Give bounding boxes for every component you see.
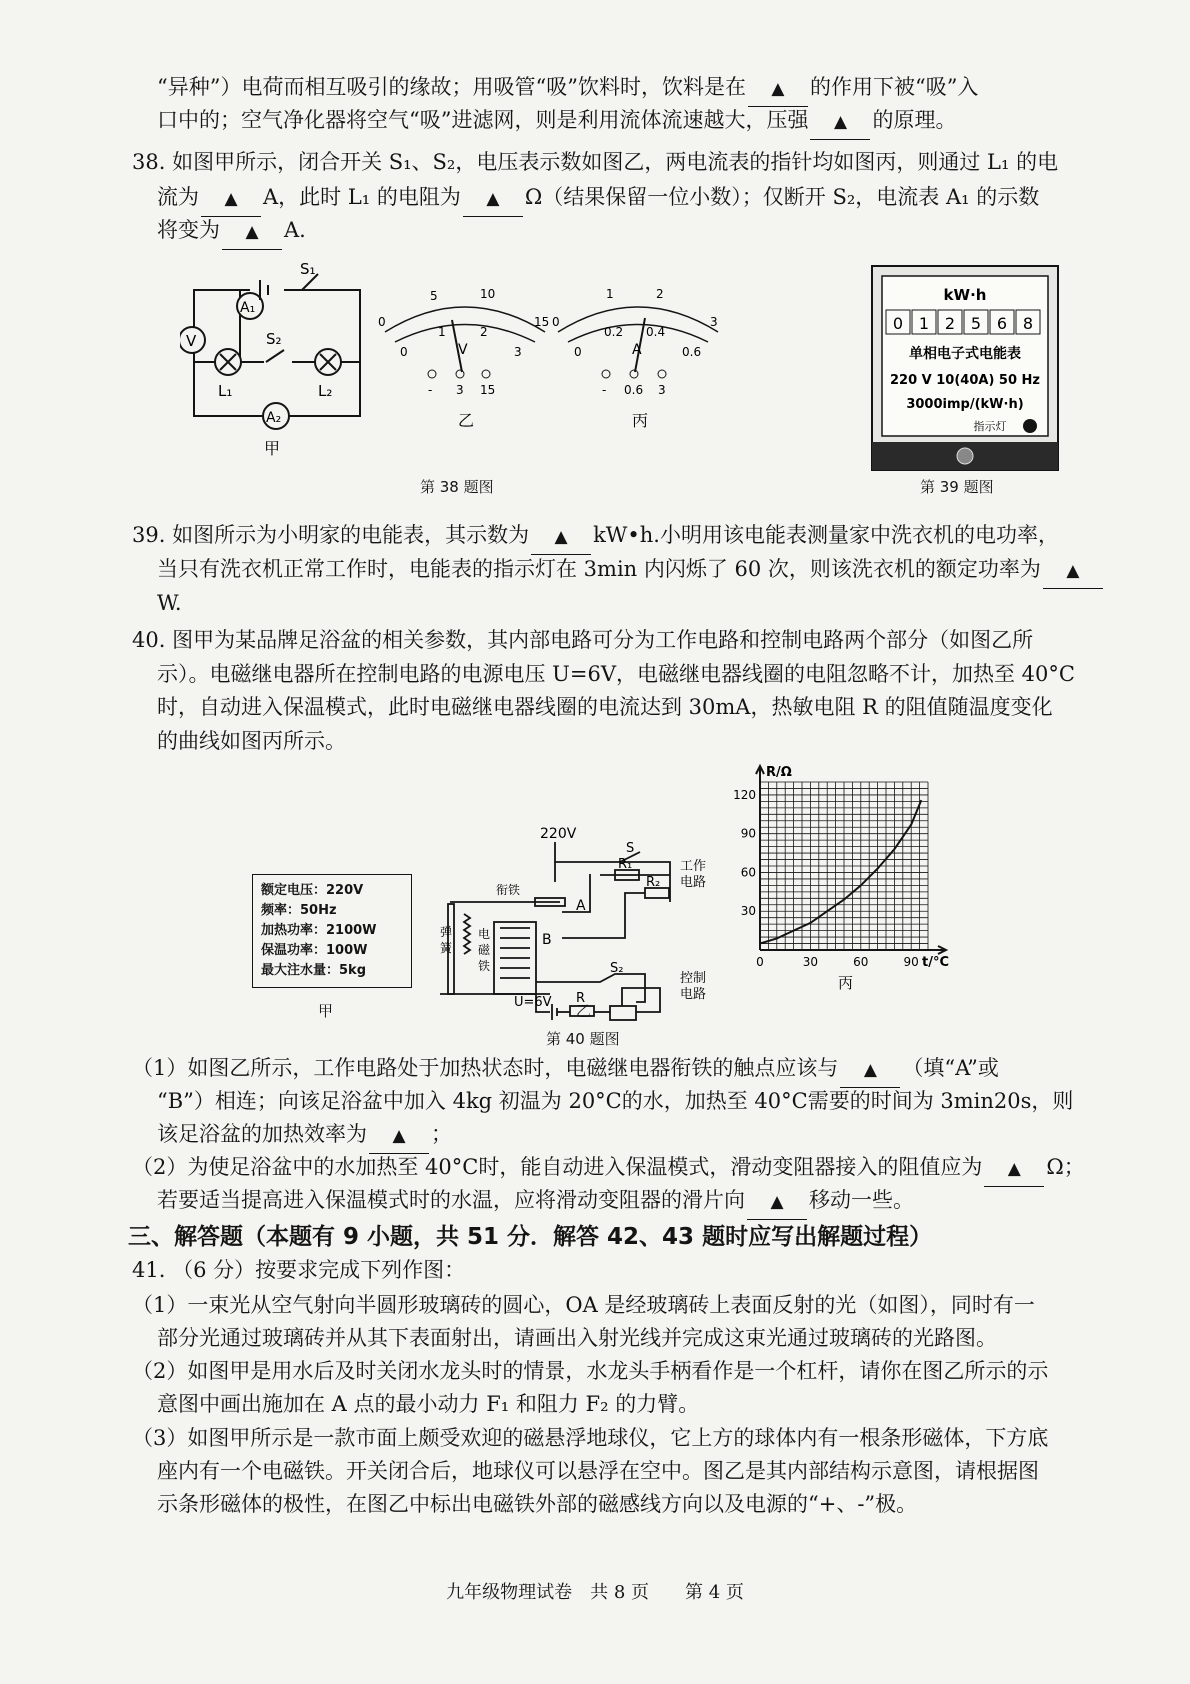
label-electromagnet: 铁 (478, 959, 491, 973)
param-row: 最大注水量：5kg (261, 963, 366, 978)
meter-spec: 3000imp/(kW·h) (906, 397, 1024, 412)
answer-blank[interactable] (531, 518, 591, 555)
label-yi: 乙 (458, 411, 475, 430)
meter-digit: 2 (944, 314, 956, 333)
label-jia: 甲 (318, 1002, 334, 1020)
y-axis-label: R/Ω (766, 765, 792, 780)
x-tick-label: 30 (802, 955, 819, 969)
label-contact-a: A (576, 898, 586, 914)
v-scale-top: 0 (378, 315, 386, 329)
label-electromagnet: 磁 (478, 943, 491, 957)
label-bing: 丙 (838, 974, 854, 992)
label-work-circuit: 工作 (680, 859, 707, 874)
x-axis-label: t/°C (922, 955, 950, 970)
text-line: 示）。电磁继电器所在控制电路的电源电压 U=6V，电磁继电器线圈的电阻忽略不计，加热至 40°C (157, 662, 1075, 686)
label-spring: 簧 (440, 941, 453, 955)
a-scale-top: 1 (606, 287, 614, 301)
label-armature: 衔铁 (496, 883, 521, 897)
resistance-temperature-chart (730, 760, 970, 1020)
answer-blank[interactable] (222, 213, 282, 250)
v-terminal: 15 (480, 383, 496, 397)
figure-38 (180, 262, 780, 472)
answer-blank[interactable] (748, 70, 808, 107)
text-line: “异种”）电荷而相互吸引的缘故；用吸管“吸”饮料时，饮料是在▲ 的作用下被“吸”入 (157, 70, 978, 107)
param-row: 额定电压：220V (261, 883, 364, 898)
voltmeter-label: V (186, 332, 197, 350)
label-r1: R₁ (618, 857, 633, 872)
label-jia: 甲 (264, 439, 281, 458)
text-line: 部分光通过玻璃砖并从其下表面射出，请画出入射光线并完成这束光通过玻璃砖的光路图。 (157, 1326, 997, 1350)
label-voltage: U=6V (514, 995, 552, 1010)
label-electromagnet: 电 (478, 927, 491, 941)
figure-40-caption: 第 40 题图 (546, 1030, 620, 1048)
chart-grid (760, 782, 928, 950)
meter-digit: 6 (996, 314, 1008, 333)
meter-digit: 1 (918, 314, 930, 333)
answer-blank[interactable] (201, 180, 261, 217)
meter-name: 单相电子式电能表 (909, 346, 1021, 362)
text-line: 将变为▲ A. (157, 213, 306, 250)
a-terminal: 0.6 (624, 383, 644, 397)
label-s: S (626, 841, 635, 856)
y-tick-label: 30 (740, 904, 756, 919)
label-r: R (576, 991, 586, 1006)
figure-38-caption: 第 38 题图 (420, 478, 494, 496)
label-s1: S₁ (300, 262, 316, 278)
ammeter-letter: A (632, 342, 642, 358)
label-control-circuit: 控制 (680, 971, 707, 986)
label-s2: S₂ (266, 330, 282, 348)
text-line: 流为▲ A，此时 L₁ 的电阻为▲ Ω（结果保留一位小数）；仅断开 S₂，电流表 A₁ 的示数 (157, 180, 1039, 217)
indicator-light-icon (1023, 419, 1037, 433)
meter-unit: kW·h (943, 286, 987, 304)
ammeter-a2-label: A₂ (266, 410, 282, 426)
section-heading: 三、解答题（本题有 9 小题，共 51 分．解答 42、43 题时应写出解题过程） (128, 1224, 933, 1250)
v-scale-bottom: 3 (514, 345, 522, 359)
answer-blank[interactable] (1043, 552, 1103, 589)
v-scale-top: 5 (430, 289, 438, 303)
text-line: 的曲线如图丙所示。 (157, 729, 346, 753)
question-41-part2: （2）如图甲是用水后及时关闭水龙头时的情景，水龙头手柄看作是一个杠杆，请你在图乙所示的示 (132, 1359, 1049, 1383)
question-41-part3: （3）如图甲所示是一款市面上颇受欢迎的磁悬浮地球仪，它上方的球体内有一根条形磁体，下方底 (132, 1426, 1049, 1450)
meter-digit: 0 (892, 314, 904, 333)
answer-blank[interactable] (810, 103, 870, 140)
v-scale-bottom: 0 (400, 345, 408, 359)
text-line: 示条形磁体的极性，在图乙中标出电磁铁外部的磁感线方向以及电源的“+、-”极。 (157, 1492, 918, 1516)
page-footer: 九年级物理试卷 共 8 页 第 4 页 (446, 1582, 744, 1603)
param-row: 频率：50Hz (261, 903, 337, 918)
x-tick-label: 0 (756, 955, 764, 969)
question-39: 39. 如图所示为小明家的电能表，其示数为▲ kW•h.小明用该电能表测量家中洗衣机的电功率， (132, 518, 1059, 555)
v-scale-top: 10 (480, 287, 496, 301)
y-tick-label: 120 (733, 787, 756, 802)
v-scale-bottom: 2 (480, 325, 488, 339)
param-row: 保温功率：100W (261, 943, 368, 958)
text-line: 座内有一个电磁铁。开关闭合后，地球仪可以悬浮在空中。图乙是其内部结构示意图，请根据图 (157, 1459, 1039, 1483)
text-line: 时，自动进入保温模式，此时电磁继电器线圈的电流达到 30mA，热敏电阻 R 的阻值随温度变化 (157, 695, 1053, 719)
label-contact-b: B (542, 932, 552, 948)
x-tick-label: 60 (853, 955, 869, 969)
chart-axes (756, 766, 946, 954)
label-l2: L₂ (318, 382, 333, 400)
figure-39-meter (870, 264, 1060, 474)
a-scale-bottom: 0.4 (646, 325, 666, 339)
answer-blank[interactable] (463, 180, 523, 217)
label-s2: S₂ (610, 961, 624, 976)
text-line: 该足浴盆的加热效率为▲ ； (157, 1117, 452, 1154)
label-r2: R₂ (646, 875, 661, 890)
a-terminal: 3 (658, 383, 666, 397)
a-scale-top: 0 (552, 315, 560, 329)
text-line: 当只有洗衣机正常工作时，电能表的指示灯在 3min 内闪烁了 60 次，则该洗衣机的额定功率为▲ (157, 552, 1105, 589)
param-row: 加热功率：2100W (261, 923, 377, 938)
meter-digit: 5 (970, 314, 982, 333)
text-line: 意图中画出施加在 A 点的最小动力 F₁ 和阻力 F₂ 的力臂。 (157, 1392, 700, 1416)
subquestion-1: （1）如图乙所示，工作电路处于加热状态时，电磁继电器衔铁的触点应该与▲ （填“A”或 (132, 1051, 999, 1088)
text-line: W. (157, 591, 182, 615)
text-line: 口中的；空气净化器将空气“吸”进滤网，则是利用流体流速越大，压强▲ 的原理。 (157, 103, 956, 140)
v-scale-top: 15 (534, 315, 550, 329)
text-line: “B”）相连；向该足浴盆中加入 4kg 初温为 20°C的水，加热至 40°C需要的时间为 3min20s，则 (157, 1089, 1074, 1113)
x-tick-label: 90 (903, 955, 919, 969)
ammeter-a1-label: A₁ (240, 300, 256, 316)
subquestion-2: （2）为使足浴盆中的水加热至 40°C时，能自动进入保温模式，滑动变阻器接入的阻值应为▲ Ω； (132, 1150, 1085, 1187)
a-scale-top: 2 (656, 287, 664, 301)
v-terminal: 3 (456, 383, 464, 397)
label-l1: L₁ (218, 382, 233, 400)
answer-blank[interactable] (840, 1051, 900, 1088)
meter-spec: 220 V 10(40A) 50 Hz (890, 373, 1040, 388)
meter-indicator-label: 指示灯 (973, 420, 1007, 433)
y-tick-label: 90 (740, 826, 756, 841)
voltmeter-letter: V (458, 342, 468, 358)
label-work-circuit: 电路 (680, 875, 707, 890)
label-yi: 乙 (576, 1002, 592, 1020)
answer-blank[interactable] (984, 1150, 1044, 1187)
y-tick-label: 60 (740, 865, 756, 880)
meter-digit: 8 (1022, 314, 1034, 333)
question-41: 41. （6 分）按要求完成下列作图： (132, 1258, 466, 1282)
a-scale-bottom: 0.2 (604, 325, 624, 339)
question-40: 40. 图甲为某品牌足浴盆的相关参数，其内部电路可分为工作电路和控制电路两个部分（如图乙所 (132, 628, 1034, 652)
answer-blank[interactable] (369, 1117, 429, 1154)
param-table (252, 874, 412, 988)
label-220v: 220V (540, 826, 577, 842)
label-spring: 弹 (440, 925, 453, 939)
text-line: 若要适当提高进入保温模式时的水温，应将滑动变阻器的滑片向▲ 移动一些。 (157, 1183, 914, 1220)
question-38: 38. 如图甲所示，闭合开关 S₁、S₂，电压表示数如图乙，两电流表的指针均如图丙，则通过 L₁ 的电 (132, 150, 1059, 174)
a-terminal: - (602, 383, 607, 397)
figure-39-caption: 第 39 题图 (920, 478, 994, 496)
v-scale-bottom: 1 (438, 325, 446, 339)
a-scale-bottom: 0 (574, 345, 582, 359)
v-terminal: - (428, 383, 433, 397)
answer-blank[interactable] (747, 1183, 807, 1220)
question-41-part1: （1）一束光从空气射向半圆形玻璃砖的圆心，OA 是经玻璃砖上表面反射的光（如图），同时有一 (132, 1293, 1035, 1317)
a-scale-bottom: 0.6 (682, 345, 702, 359)
a-scale-top: 3 (710, 315, 718, 329)
label-control-circuit: 电路 (680, 987, 707, 1002)
series-line (760, 800, 921, 943)
label-bing: 丙 (632, 411, 649, 430)
